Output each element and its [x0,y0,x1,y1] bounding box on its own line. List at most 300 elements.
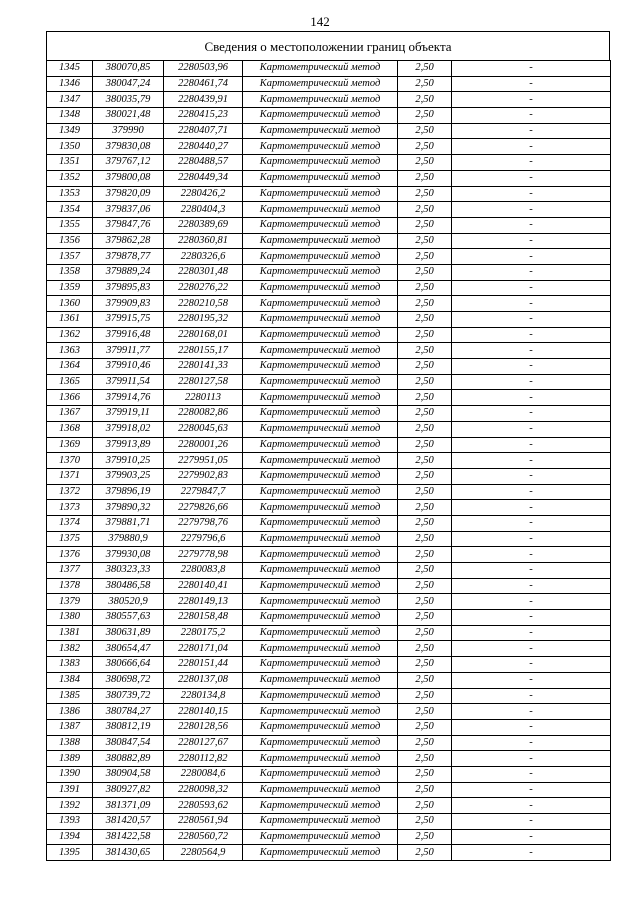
method-cell: Картометрический метод [243,782,398,798]
point-number-cell: 1373 [47,500,93,516]
y-coordinate-cell: 2279778,98 [164,547,243,563]
method-cell: Картометрический метод [243,735,398,751]
description-cell: - [452,688,611,704]
point-number-cell: 1350 [47,139,93,155]
accuracy-cell: 2,50 [398,578,452,594]
x-coordinate-cell: 379895,83 [93,280,164,296]
description-cell: - [452,610,611,626]
accuracy-cell: 2,50 [398,484,452,500]
method-cell: Картометрический метод [243,280,398,296]
accuracy-cell: 2,50 [398,563,452,579]
x-coordinate-cell: 379881,71 [93,515,164,531]
table-row [47,123,611,139]
y-coordinate-cell: 2280593,62 [164,798,243,814]
table-row [47,688,611,704]
x-coordinate-cell: 380784,27 [93,704,164,720]
y-coordinate-cell: 2279847,7 [164,484,243,500]
y-coordinate-cell: 2280561,94 [164,814,243,830]
description-cell: - [452,625,611,641]
y-coordinate-cell: 2280151,44 [164,657,243,673]
description-cell: - [452,578,611,594]
table-row [47,751,611,767]
x-coordinate-cell: 380882,89 [93,751,164,767]
x-coordinate-cell: 380631,89 [93,625,164,641]
table-row [47,657,611,673]
point-number-cell: 1349 [47,123,93,139]
point-number-cell: 1390 [47,766,93,782]
x-coordinate-cell: 379800,08 [93,170,164,186]
y-coordinate-cell: 2280140,15 [164,704,243,720]
x-coordinate-cell: 379889,24 [93,264,164,280]
method-cell: Картометрический метод [243,672,398,688]
accuracy-cell: 2,50 [398,359,452,375]
table-row [47,468,611,484]
accuracy-cell: 2,50 [398,829,452,845]
table-row [47,406,611,422]
method-cell: Картометрический метод [243,625,398,641]
description-cell: - [452,766,611,782]
description-cell: - [452,453,611,469]
accuracy-cell: 2,50 [398,610,452,626]
x-coordinate-cell: 379990 [93,123,164,139]
y-coordinate-cell: 2280084,6 [164,766,243,782]
description-cell: - [452,202,611,218]
accuracy-cell: 2,50 [398,814,452,830]
method-cell: Картометрический метод [243,249,398,265]
table-row [47,249,611,265]
y-coordinate-cell: 2280503,96 [164,61,243,77]
y-coordinate-cell: 2280195,32 [164,312,243,328]
y-coordinate-cell: 2280168,01 [164,327,243,343]
y-coordinate-cell: 2280360,81 [164,233,243,249]
table-row [47,170,611,186]
x-coordinate-cell: 379911,77 [93,343,164,359]
method-cell: Картометрический метод [243,217,398,233]
x-coordinate-cell: 379896,19 [93,484,164,500]
point-number-cell: 1380 [47,610,93,626]
point-number-cell: 1386 [47,704,93,720]
description-cell: - [452,845,611,861]
y-coordinate-cell: 2280426,2 [164,186,243,202]
table-row [47,437,611,453]
x-coordinate-cell: 379930,08 [93,547,164,563]
accuracy-cell: 2,50 [398,327,452,343]
table-row [47,108,611,124]
description-cell: - [452,719,611,735]
x-coordinate-cell: 379918,02 [93,421,164,437]
x-coordinate-cell: 379862,28 [93,233,164,249]
x-coordinate-cell: 381422,58 [93,829,164,845]
y-coordinate-cell: 2280210,58 [164,296,243,312]
table-row [47,625,611,641]
point-number-cell: 1367 [47,406,93,422]
accuracy-cell: 2,50 [398,672,452,688]
accuracy-cell: 2,50 [398,531,452,547]
table-row [47,641,611,657]
table-row [47,845,611,861]
description-cell: - [452,515,611,531]
accuracy-cell: 2,50 [398,76,452,92]
x-coordinate-cell: 381430,65 [93,845,164,861]
y-coordinate-cell: 2280128,56 [164,719,243,735]
table-row [47,343,611,359]
y-coordinate-cell: 2280301,48 [164,264,243,280]
description-cell: - [452,798,611,814]
description-cell: - [452,264,611,280]
description-cell: - [452,233,611,249]
table-row [47,233,611,249]
method-cell: Картометрический метод [243,563,398,579]
description-cell: - [452,312,611,328]
point-number-cell: 1351 [47,155,93,171]
method-cell: Картометрический метод [243,359,398,375]
y-coordinate-cell: 2280001,26 [164,437,243,453]
description-cell: - [452,782,611,798]
y-coordinate-cell: 2280127,58 [164,374,243,390]
accuracy-cell: 2,50 [398,406,452,422]
x-coordinate-cell: 379910,25 [93,453,164,469]
description-cell: - [452,814,611,830]
accuracy-cell: 2,50 [398,170,452,186]
x-coordinate-cell: 379913,89 [93,437,164,453]
accuracy-cell: 2,50 [398,688,452,704]
accuracy-cell: 2,50 [398,249,452,265]
y-coordinate-cell: 2280488,57 [164,155,243,171]
y-coordinate-cell: 2280171,04 [164,641,243,657]
table-row [47,515,611,531]
table-row [47,186,611,202]
table-row [47,139,611,155]
x-coordinate-cell: 379890,32 [93,500,164,516]
accuracy-cell: 2,50 [398,594,452,610]
method-cell: Картометрический метод [243,798,398,814]
table-row [47,264,611,280]
x-coordinate-cell: 380047,24 [93,76,164,92]
y-coordinate-cell: 2280141,33 [164,359,243,375]
point-number-cell: 1379 [47,594,93,610]
description-cell: - [452,421,611,437]
point-number-cell: 1356 [47,233,93,249]
document-title: Сведения о местоположении границ объекта [46,31,610,61]
table-row [47,578,611,594]
description-cell: - [452,484,611,500]
accuracy-cell: 2,50 [398,751,452,767]
point-number-cell: 1394 [47,829,93,845]
y-coordinate-cell: 2280404,3 [164,202,243,218]
method-cell: Картометрический метод [243,845,398,861]
y-coordinate-cell: 2280083,8 [164,563,243,579]
table-row [47,296,611,312]
accuracy-cell: 2,50 [398,515,452,531]
accuracy-cell: 2,50 [398,155,452,171]
description-cell: - [452,296,611,312]
accuracy-cell: 2,50 [398,186,452,202]
y-coordinate-cell: 2279796,6 [164,531,243,547]
x-coordinate-cell: 379903,25 [93,468,164,484]
description-cell: - [452,500,611,516]
accuracy-cell: 2,50 [398,453,452,469]
y-coordinate-cell: 2280155,17 [164,343,243,359]
method-cell: Картометрический метод [243,421,398,437]
x-coordinate-cell: 379830,08 [93,139,164,155]
method-cell: Картометрический метод [243,531,398,547]
table-row [47,374,611,390]
accuracy-cell: 2,50 [398,719,452,735]
point-number-cell: 1389 [47,751,93,767]
point-number-cell: 1369 [47,437,93,453]
y-coordinate-cell: 2280140,41 [164,578,243,594]
x-coordinate-cell: 379820,09 [93,186,164,202]
point-number-cell: 1368 [47,421,93,437]
y-coordinate-cell: 2280440,27 [164,139,243,155]
table-row [47,704,611,720]
y-coordinate-cell: 2279798,76 [164,515,243,531]
method-cell: Картометрический метод [243,61,398,77]
method-cell: Картометрический метод [243,484,398,500]
y-coordinate-cell: 2279826,66 [164,500,243,516]
y-coordinate-cell: 2280098,32 [164,782,243,798]
point-number-cell: 1357 [47,249,93,265]
accuracy-cell: 2,50 [398,233,452,249]
point-number-cell: 1361 [47,312,93,328]
point-number-cell: 1347 [47,92,93,108]
x-coordinate-cell: 379914,76 [93,390,164,406]
y-coordinate-cell: 2280449,34 [164,170,243,186]
method-cell: Картометрический метод [243,139,398,155]
accuracy-cell: 2,50 [398,390,452,406]
table-row [47,735,611,751]
description-cell: - [452,359,611,375]
method-cell: Картометрический метод [243,92,398,108]
method-cell: Картометрический метод [243,155,398,171]
x-coordinate-cell: 379847,76 [93,217,164,233]
method-cell: Картометрический метод [243,327,398,343]
method-cell: Картометрический метод [243,814,398,830]
method-cell: Картометрический метод [243,123,398,139]
method-cell: Картометрический метод [243,453,398,469]
accuracy-cell: 2,50 [398,468,452,484]
accuracy-cell: 2,50 [398,264,452,280]
point-number-cell: 1358 [47,264,93,280]
method-cell: Картометрический метод [243,437,398,453]
x-coordinate-cell: 379911,54 [93,374,164,390]
point-number-cell: 1370 [47,453,93,469]
coordinates-table-body [47,61,611,861]
table-row [47,421,611,437]
description-cell: - [452,155,611,171]
table-row [47,798,611,814]
description-cell: - [452,108,611,124]
table-row [47,531,611,547]
description-cell: - [452,170,611,186]
description-cell: - [452,829,611,845]
table-row [47,155,611,171]
accuracy-cell: 2,50 [398,641,452,657]
point-number-cell: 1375 [47,531,93,547]
accuracy-cell: 2,50 [398,217,452,233]
x-coordinate-cell: 380812,19 [93,719,164,735]
y-coordinate-cell: 2280045,63 [164,421,243,437]
accuracy-cell: 2,50 [398,123,452,139]
x-coordinate-cell: 380698,72 [93,672,164,688]
description-cell: - [452,751,611,767]
accuracy-cell: 2,50 [398,202,452,218]
method-cell: Картометрический метод [243,233,398,249]
accuracy-cell: 2,50 [398,421,452,437]
table-row [47,453,611,469]
x-coordinate-cell: 381371,09 [93,798,164,814]
x-coordinate-cell: 380323,33 [93,563,164,579]
x-coordinate-cell: 379909,83 [93,296,164,312]
point-number-cell: 1354 [47,202,93,218]
method-cell: Картометрический метод [243,264,398,280]
x-coordinate-cell: 379916,48 [93,327,164,343]
description-cell: - [452,186,611,202]
method-cell: Картометрический метод [243,170,398,186]
accuracy-cell: 2,50 [398,296,452,312]
description-cell: - [452,61,611,77]
x-coordinate-cell: 380070,85 [93,61,164,77]
accuracy-cell: 2,50 [398,61,452,77]
table-row [47,359,611,375]
method-cell: Картометрический метод [243,186,398,202]
table-row [47,563,611,579]
x-coordinate-cell: 380520,9 [93,594,164,610]
x-coordinate-cell: 380486,58 [93,578,164,594]
method-cell: Картометрический метод [243,641,398,657]
method-cell: Картометрический метод [243,343,398,359]
point-number-cell: 1363 [47,343,93,359]
table-row [47,829,611,845]
point-number-cell: 1383 [47,657,93,673]
point-number-cell: 1348 [47,108,93,124]
table-row [47,766,611,782]
y-coordinate-cell: 2280389,69 [164,217,243,233]
document-frame [46,31,610,861]
method-cell: Картометрический метод [243,108,398,124]
description-cell: - [452,343,611,359]
method-cell: Картометрический метод [243,610,398,626]
description-cell: - [452,280,611,296]
x-coordinate-cell: 380021,48 [93,108,164,124]
table-row [47,202,611,218]
table-row [47,782,611,798]
y-coordinate-cell: 2280149,13 [164,594,243,610]
y-coordinate-cell: 2280112,82 [164,751,243,767]
method-cell: Картометрический метод [243,657,398,673]
accuracy-cell: 2,50 [398,312,452,328]
point-number-cell: 1395 [47,845,93,861]
point-number-cell: 1359 [47,280,93,296]
table-row [47,484,611,500]
description-cell: - [452,374,611,390]
table-row [47,327,611,343]
point-number-cell: 1388 [47,735,93,751]
x-coordinate-cell: 380927,82 [93,782,164,798]
y-coordinate-cell: 2279902,83 [164,468,243,484]
y-coordinate-cell: 2280082,86 [164,406,243,422]
table-row [47,312,611,328]
x-coordinate-cell: 381420,57 [93,814,164,830]
point-number-cell: 1377 [47,563,93,579]
point-number-cell: 1355 [47,217,93,233]
accuracy-cell: 2,50 [398,280,452,296]
table-row [47,672,611,688]
y-coordinate-cell: 2280415,23 [164,108,243,124]
method-cell: Картометрический метод [243,500,398,516]
x-coordinate-cell: 379910,46 [93,359,164,375]
table-row [47,814,611,830]
method-cell: Картометрический метод [243,374,398,390]
accuracy-cell: 2,50 [398,625,452,641]
method-cell: Картометрический метод [243,688,398,704]
description-cell: - [452,406,611,422]
y-coordinate-cell: 2280158,48 [164,610,243,626]
description-cell: - [452,594,611,610]
point-number-cell: 1366 [47,390,93,406]
x-coordinate-cell: 380035,79 [93,92,164,108]
method-cell: Картометрический метод [243,76,398,92]
table-row [47,594,611,610]
x-coordinate-cell: 380654,47 [93,641,164,657]
point-number-cell: 1372 [47,484,93,500]
point-number-cell: 1352 [47,170,93,186]
description-cell: - [452,531,611,547]
description-cell: - [452,657,611,673]
description-cell: - [452,327,611,343]
table-row [47,610,611,626]
x-coordinate-cell: 380904,58 [93,766,164,782]
description-cell: - [452,547,611,563]
accuracy-cell: 2,50 [398,343,452,359]
description-cell: - [452,672,611,688]
point-number-cell: 1364 [47,359,93,375]
y-coordinate-cell: 2280407,71 [164,123,243,139]
point-number-cell: 1387 [47,719,93,735]
method-cell: Картометрический метод [243,468,398,484]
x-coordinate-cell: 379837,06 [93,202,164,218]
description-cell: - [452,249,611,265]
method-cell: Картометрический метод [243,829,398,845]
point-number-cell: 1362 [47,327,93,343]
point-number-cell: 1391 [47,782,93,798]
table-row [47,76,611,92]
method-cell: Картометрический метод [243,751,398,767]
accuracy-cell: 2,50 [398,766,452,782]
description-cell: - [452,704,611,720]
page-number: 142 [310,14,330,29]
y-coordinate-cell: 2280461,74 [164,76,243,92]
accuracy-cell: 2,50 [398,704,452,720]
y-coordinate-cell: 2280439,91 [164,92,243,108]
table-row [47,217,611,233]
point-number-cell: 1360 [47,296,93,312]
x-coordinate-cell: 379919,11 [93,406,164,422]
y-coordinate-cell: 2280175,2 [164,625,243,641]
method-cell: Картометрический метод [243,766,398,782]
accuracy-cell: 2,50 [398,735,452,751]
accuracy-cell: 2,50 [398,845,452,861]
description-cell: - [452,92,611,108]
method-cell: Картометрический метод [243,312,398,328]
description-cell: - [452,563,611,579]
point-number-cell: 1381 [47,625,93,641]
x-coordinate-cell: 379767,12 [93,155,164,171]
method-cell: Картометрический метод [243,719,398,735]
y-coordinate-cell: 2280127,67 [164,735,243,751]
point-number-cell: 1346 [47,76,93,92]
point-number-cell: 1376 [47,547,93,563]
